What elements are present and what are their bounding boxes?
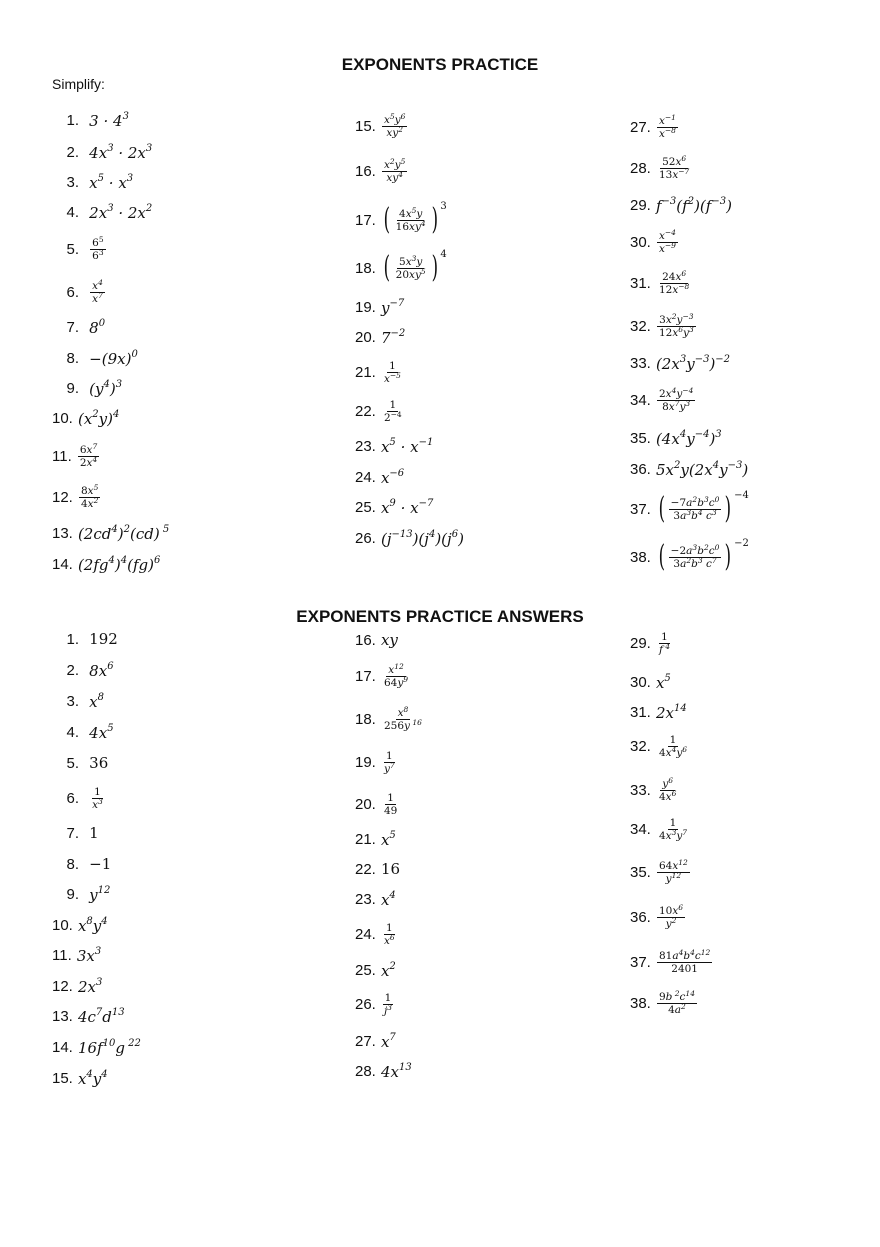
problem-number: 10. (52, 409, 73, 427)
problem-number: 5. (66, 240, 79, 258)
problem-number: 32. (630, 317, 651, 335)
instruction: Simplify: (52, 76, 105, 92)
answer-number: 31. (630, 703, 651, 721)
answer-number: 30. (630, 673, 651, 691)
problem-number: 13. (52, 524, 73, 542)
problem-number: 34. (630, 391, 651, 409)
answer-number: 38. (630, 994, 651, 1012)
problem-number: 33. (630, 354, 651, 372)
problem-number: 16. (355, 162, 376, 180)
problem-number: 11. (52, 447, 72, 465)
answer-number: 2. (66, 661, 79, 679)
page-title: EXPONENTS PRACTICE (341, 55, 539, 74)
problem-number: 20. (355, 328, 376, 346)
answer-number: 27. (355, 1032, 376, 1050)
answer-number: 26. (355, 995, 376, 1013)
problem-number: 17. (355, 211, 376, 229)
problem-number: 31. (630, 274, 651, 292)
answer-number: 15. (52, 1069, 73, 1087)
answer-number: 10. (52, 916, 73, 934)
problem-number: 15. (355, 117, 376, 135)
answer-number: 14. (52, 1038, 73, 1056)
problem-number: 2. (66, 143, 79, 161)
problem-number: 29. (630, 196, 651, 214)
problem-number: 23. (355, 437, 376, 455)
problem-number: 4. (66, 203, 79, 221)
problem-number: 36. (630, 460, 651, 478)
answer-number: 36. (630, 908, 651, 926)
answer-number: 7. (66, 824, 79, 842)
answer-number: 24. (355, 925, 376, 943)
problem-number: 35. (630, 429, 651, 447)
problem-number: 14. (52, 555, 73, 573)
answer-number: 16. (355, 631, 376, 649)
problem-number: 18. (355, 259, 376, 277)
answer-number: 23. (355, 890, 376, 908)
problem-number: 22. (355, 402, 376, 420)
answer-number: 4. (66, 723, 79, 741)
problem-number: 9. (66, 379, 79, 397)
answer-number: 32. (630, 737, 651, 755)
answer-number: 9. (66, 885, 79, 903)
answer-number: 17. (355, 667, 376, 685)
problem-number: 26. (355, 529, 376, 547)
problem-number: 6. (66, 283, 79, 301)
problem-number: 7. (66, 318, 79, 336)
answer-number: 33. (630, 781, 651, 799)
answer-number: 19. (355, 753, 376, 771)
answers-title: EXPONENTS PRACTICE ANSWERS (296, 607, 584, 626)
problem-number: 12. (52, 488, 73, 506)
answer-number: 12. (52, 977, 73, 995)
answer-number: 18. (355, 710, 376, 728)
answer-number: 35. (630, 863, 651, 881)
problem-number: 37. (630, 500, 651, 518)
problem-number: 8. (66, 349, 79, 367)
answer-number: 29. (630, 634, 651, 652)
answer-number: 1. (66, 630, 79, 648)
answer-number: 11. (52, 946, 72, 964)
problem-number: 30. (630, 233, 651, 251)
answer-number: 25. (355, 961, 376, 979)
problem-number: 1. (66, 111, 79, 129)
answer-number: 34. (630, 820, 651, 838)
problem-number: 3. (66, 173, 79, 191)
answer-number: 3. (66, 692, 79, 710)
problem-number: 24. (355, 468, 376, 486)
answer-number: 20. (355, 795, 376, 813)
problem-number: 27. (630, 118, 651, 136)
answer-number: 21. (355, 830, 376, 848)
problem-number: 21. (355, 363, 376, 381)
answer-number: 28. (355, 1062, 376, 1080)
answer-number: 13. (52, 1007, 73, 1025)
answer-number: 22. (355, 860, 376, 878)
problem-number: 28. (630, 159, 651, 177)
problem-number: 25. (355, 498, 376, 516)
problem-number: 38. (630, 548, 651, 566)
problem-number: 19. (355, 298, 376, 316)
answer-number: 5. (66, 754, 79, 772)
answer-number: 6. (66, 789, 79, 807)
answer-number: 37. (630, 953, 651, 971)
answer-number: 8. (66, 855, 79, 873)
